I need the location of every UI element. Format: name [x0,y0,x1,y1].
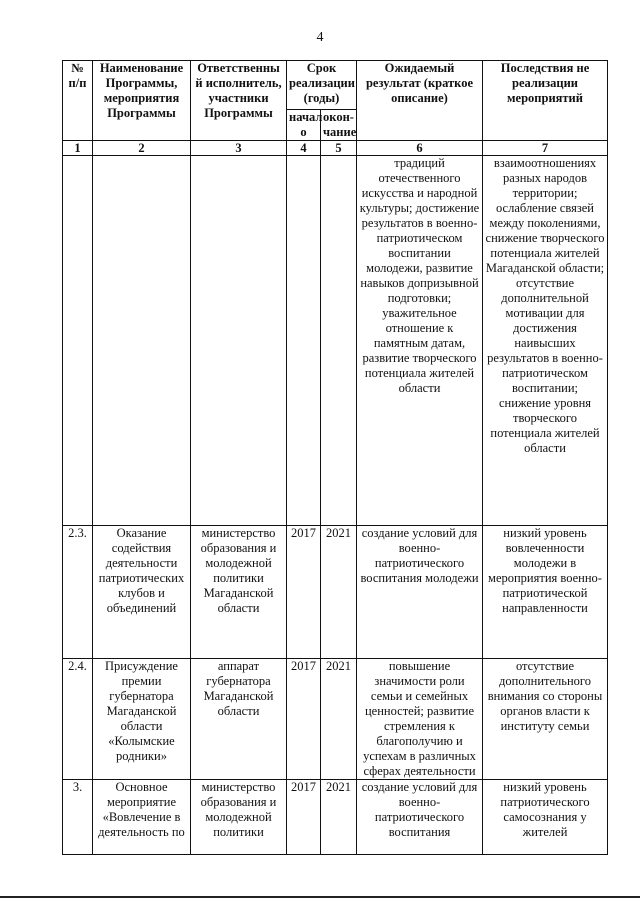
column-number: 7 [483,141,608,156]
row-expected: повышение значимости роли семьи и семейных ценностей; развитие стремления к благополучию и успехам в различных сферах деятельности [357,659,483,780]
column-number: 1 [63,141,93,156]
header-term: Срок реализации (годы) [287,61,357,110]
column-number: 4 [287,141,321,156]
table-row [63,659,608,780]
table-row [63,780,608,855]
column-number: 6 [357,141,483,156]
header-consequences: Последствия не реализации мероприятий [483,61,608,141]
row-responsible: министерство образования и молодежной политики [191,780,287,855]
row-num: 2.4. [63,659,93,780]
row-name: Основное мероприятие «Вовлечение в деятельность по [93,780,191,855]
row-consequences: взаимоотношениях разных народов территории; ослабление связей между поколениями, снижение творческого потенциала жителей Магаданской области; отсутствие дополнительной мотивации для достижения наивысших результатов в военно-патриотическом воспитании; снижение уровня творческого потенциала жителей области [483,156,608,526]
column-number: 5 [321,141,357,156]
row-expected: традиций отечественного искусства и народной культуры; достижение результатов в военно-патриотическом воспитании молодежи, развитие навыков допризывной подготовки; уважительное отношение к памятным датам, развитие творческого потенциала жителей области [357,156,483,526]
column-number: 2 [93,141,191,156]
row-start [287,156,321,526]
row-name: Присуждение премии губернатора Магаданской области «Колымские родники» [93,659,191,780]
row-end: 2021 [321,526,357,659]
row-consequences: низкий уровень вовлеченности молодежи в мероприятия военно-патриотической направленности [483,526,608,659]
header-num: № п/п [63,61,93,141]
row-responsible: министерство образования и молодежной политики Магаданской области [191,526,287,659]
row-responsible [191,156,287,526]
row-responsible: аппарат губернатора Магаданской области [191,659,287,780]
row-expected: создание условий для военно-патриотического воспитания молодежи [357,526,483,659]
row-consequences: отсутствие дополнительного внимания со стороны органов власти к институту семьи [483,659,608,780]
row-start: 2017 [287,659,321,780]
header-responsible: Ответственны й исполнитель, участники Программы [191,61,287,141]
table-row [63,156,608,526]
row-start: 2017 [287,526,321,659]
row-expected: создание условий для военно-патриотического воспитания [357,780,483,855]
row-end: 2021 [321,659,357,780]
row-consequences: низкий уровень патриотического самосознания у жителей [483,780,608,855]
row-end [321,156,357,526]
column-number: 3 [191,141,287,156]
row-num: 3. [63,780,93,855]
program-activities-table [62,60,608,855]
page-bottom-rule [0,896,640,898]
header-end: окон- чание [321,110,357,141]
header-start: начал о [287,110,321,141]
page-number: 4 [316,30,324,45]
table-row [63,526,608,659]
row-start: 2017 [287,780,321,855]
row-name [93,156,191,526]
header-name: Наименование Программы, мероприятия Программы [93,61,191,141]
row-num [63,156,93,526]
row-num: 2.3. [63,526,93,659]
row-name: Оказание содействия деятельности патриотических клубов и объединений [93,526,191,659]
row-end: 2021 [321,780,357,855]
header-expected: Ожидаемый результат (краткое описание) [357,61,483,141]
